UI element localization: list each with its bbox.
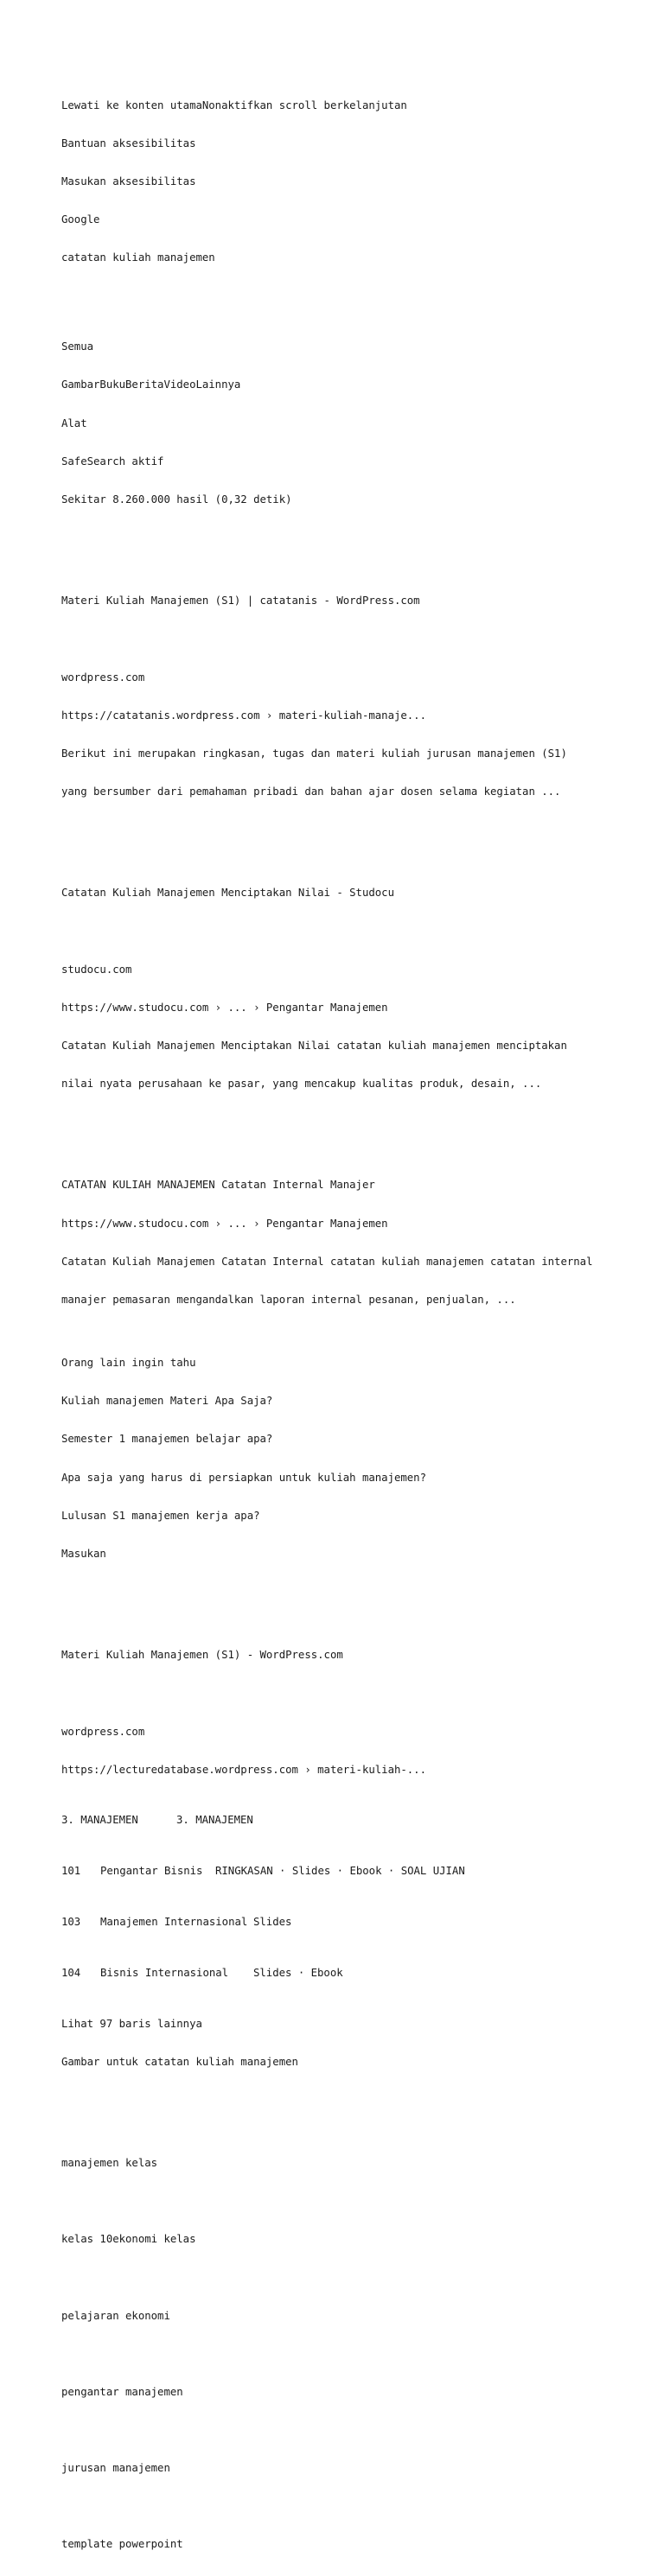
more-rows-link[interactable]: Lihat 97 baris lainnya [61, 2017, 202, 2030]
accessibility-help-link[interactable]: Bantuan aksesibilitas [61, 137, 196, 150]
result-snippet: Catatan Kuliah Manajemen Catatan Internal catatan kuliah manajemen catatan internal [61, 1255, 593, 1268]
result-stats: Sekitar 8.260.000 hasil (0,32 detik) [61, 493, 292, 506]
table-header-cell: 3. MANAJEMEN [61, 1814, 138, 1827]
question-item[interactable]: Apa saja yang harus di persiapkan untuk kuliah manajemen? [61, 1471, 426, 1484]
result-title[interactable]: CATATAN KULIAH MANAJEMEN Catatan Internal Manajer [61, 1179, 375, 1192]
image-chip[interactable]: pelajaran ekonomi [61, 2309, 170, 2322]
people-also-ask-heading: Orang lain ingin tahu [61, 1357, 196, 1370]
skip-links[interactable]: Lewati ke konten utamaNonaktifkan scroll berkelanjutan [61, 99, 407, 112]
table-row [61, 1916, 649, 1929]
search-query[interactable]: catatan kuliah manajemen [61, 251, 215, 264]
result-site: wordpress.com [61, 1725, 145, 1738]
table-cell: 104 [61, 1966, 81, 1979]
result-site: wordpress.com [61, 671, 145, 684]
question-item[interactable]: Semester 1 manajemen belajar apa? [61, 1433, 273, 1446]
result-title[interactable]: Catatan Kuliah Manajemen Menciptakan Nilai - Studocu [61, 887, 394, 900]
images-heading: Gambar untuk catatan kuliah manajemen [61, 2055, 298, 2068]
tools-button[interactable]: Alat [61, 417, 87, 429]
image-chip[interactable]: manajemen kelas [61, 2157, 158, 2170]
result-url[interactable]: https://lecturedatabase.wordpress.com › materi-kuliah-... [61, 1763, 426, 1776]
table-cell: Bisnis Internasional [100, 1966, 229, 1979]
question-item[interactable]: Lulusan S1 manajemen kerja apa? [61, 1509, 260, 1522]
tab-others[interactable]: GambarBukuBeritaVideoLainnya [61, 378, 241, 391]
result-snippet: Catatan Kuliah Manajemen Menciptakan Nilai catatan kuliah manajemen menciptakan [61, 1039, 567, 1052]
table-cell[interactable]: Slides · Ebook [253, 1966, 343, 1979]
image-chip[interactable]: pengantar manajemen [61, 2385, 183, 2398]
result-title[interactable]: Materi Kuliah Manajemen (S1) | catatanis - WordPress.com [61, 595, 420, 607]
result-url[interactable]: https://www.studocu.com › ... › Pengantar Manajemen [61, 1001, 388, 1014]
table-row [61, 1865, 649, 1878]
result-site: studocu.com [61, 963, 132, 976]
safesearch-status[interactable]: SafeSearch aktif [61, 455, 164, 467]
result-snippet: nilai nyata perusahaan ke pasar, yang mencakup kualitas produk, desain, ... [61, 1077, 542, 1090]
table-cell: Pengantar Bisnis [100, 1865, 203, 1878]
table-row [61, 1967, 649, 1980]
table-cell: Manajemen Internasional [100, 1915, 248, 1928]
tab-all[interactable]: Semua [61, 340, 94, 353]
result-title[interactable]: Materi Kuliah Manajemen (S1) - WordPress.com [61, 1649, 343, 1662]
question-item[interactable]: Kuliah manajemen Materi Apa Saja? [61, 1395, 273, 1408]
table-cell: 101 [61, 1865, 81, 1878]
result-url[interactable]: https://www.studocu.com › ... › Pengantar Manajemen [61, 1217, 388, 1230]
feedback-link[interactable]: Masukan [61, 1547, 106, 1560]
table-header [61, 1814, 649, 1827]
image-chip[interactable]: template powerpoint [61, 2538, 183, 2551]
image-chip[interactable]: jurusan manajemen [61, 2462, 170, 2475]
table-cell[interactable]: RINGKASAN · Slides · Ebook · SOAL UJIAN [215, 1865, 465, 1878]
result-snippet: yang bersumber dari pemahaman pribadi dan bahan ajar dosen selama kegiatan ... [61, 785, 561, 798]
google-logo[interactable]: Google [61, 213, 100, 226]
result-snippet: Berikut ini merupakan ringkasan, tugas dan materi kuliah jurusan manajemen (S1) [61, 747, 567, 760]
table-cell[interactable]: Slides [253, 1915, 292, 1928]
result-snippet: manajer pemasaran mengandalkan laporan internal pesanan, penjualan, ... [61, 1293, 516, 1306]
search-results-page [61, 61, 649, 2576]
table-header-cell: 3. MANAJEMEN [176, 1814, 253, 1827]
accessibility-feedback-link[interactable]: Masukan aksesibilitas [61, 175, 196, 188]
image-chip[interactable]: kelas 10ekonomi kelas [61, 2233, 196, 2246]
table-cell: 103 [61, 1915, 81, 1928]
result-url[interactable]: https://catatanis.wordpress.com › materi-kuliah-manaje... [61, 709, 426, 722]
